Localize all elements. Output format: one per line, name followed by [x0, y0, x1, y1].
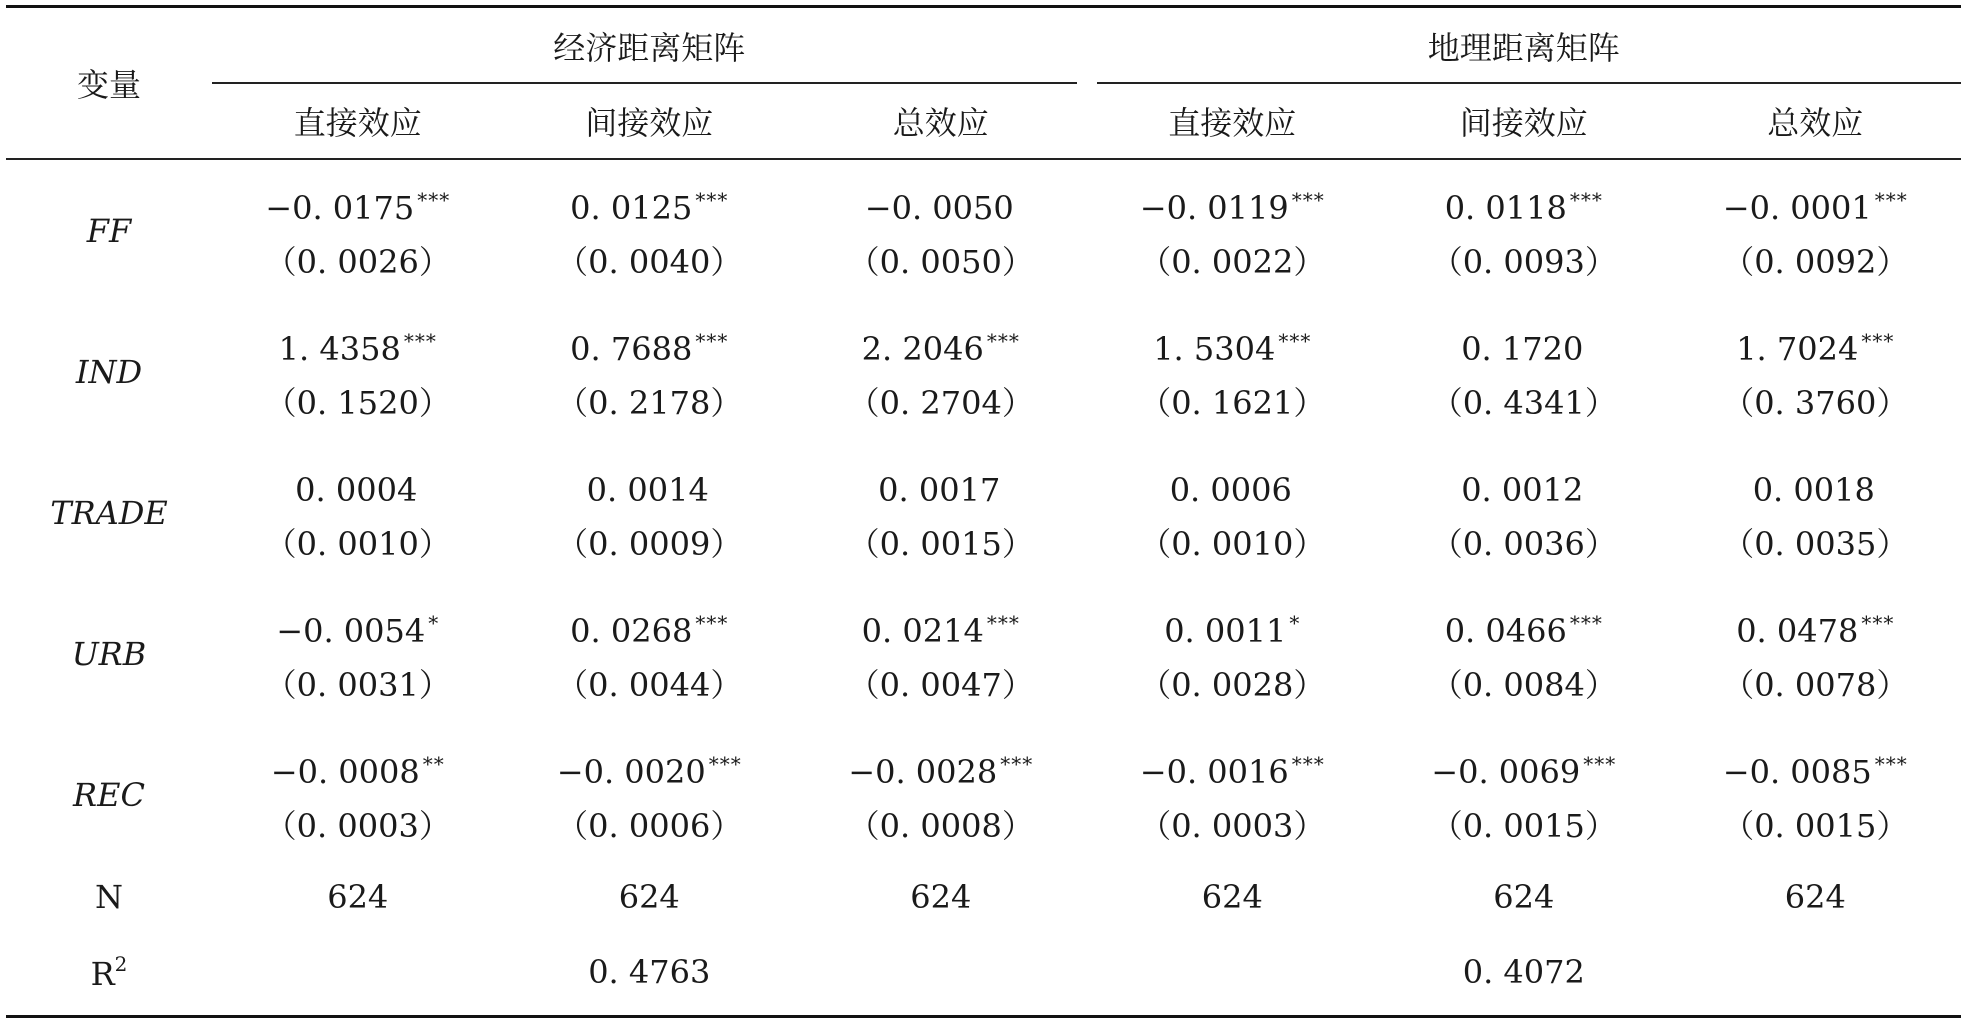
coefficient-block	[265, 737, 451, 853]
coefficient-block	[1139, 314, 1325, 430]
coefficient-value: −0. 0020	[556, 752, 706, 791]
significance-stars: ***	[403, 328, 437, 353]
coefficient-block	[1722, 596, 1908, 712]
coefficient-value: 0. 0017	[878, 470, 1001, 509]
coefficient-line	[1431, 455, 1617, 517]
r2-value-economic: 0. 4763	[212, 929, 1087, 1017]
coefficient-cell	[504, 583, 796, 724]
coefficient-line	[265, 455, 451, 517]
coefficient-value: 0. 0014	[586, 470, 709, 509]
coefficient-line	[265, 314, 451, 376]
row-label-n: N	[95, 878, 123, 916]
standard-error: （0. 0003）	[1139, 806, 1326, 845]
coefficient-line	[1139, 314, 1325, 376]
coefficient-cell	[1670, 724, 1962, 865]
coefficient-line	[265, 596, 451, 658]
coefficient-line	[848, 455, 1034, 517]
significance-stars: ***	[1291, 751, 1325, 776]
standard-error: （0. 0010）	[1139, 524, 1326, 563]
coefficient-cell	[212, 583, 504, 724]
table-row	[6, 442, 1961, 583]
coefficient-value: 0. 0018	[1752, 470, 1875, 509]
coefficient-cell	[1670, 301, 1962, 442]
standard-error: （0. 0010）	[264, 524, 451, 563]
coefficient-block	[1722, 737, 1908, 853]
significance-stars: ***	[1861, 328, 1895, 353]
coefficient-value: 1. 7024	[1736, 329, 1859, 368]
significance-stars: *	[1289, 610, 1301, 635]
standard-error: （0. 2178）	[556, 383, 743, 422]
coefficient-line	[1722, 596, 1908, 658]
significance-stars: ***	[1861, 610, 1895, 635]
coefficient-cell	[1378, 724, 1670, 865]
coefficient-value: −0. 0028	[848, 752, 998, 791]
coefficient-block	[265, 314, 451, 430]
coefficient-value: 0. 0268	[570, 611, 693, 650]
r2-label-text: R	[90, 954, 115, 993]
standard-error: （0. 0022）	[1139, 242, 1326, 281]
coefficient-cell	[1087, 442, 1379, 583]
coefficient-value: 1. 5304	[1153, 329, 1276, 368]
coefficient-cell	[504, 724, 796, 865]
row-label-variable: URB	[71, 634, 147, 673]
coefficient-block	[1431, 314, 1617, 430]
subheader-geo-direct: 直接效应	[1087, 84, 1379, 159]
coefficient-block	[1139, 173, 1325, 289]
coefficient-cell	[1087, 724, 1379, 865]
coefficient-value: −0. 0016	[1139, 752, 1289, 791]
standard-error: （0. 0035）	[1722, 524, 1909, 563]
significance-stars: ***	[1000, 751, 1034, 776]
row-label-variable: TRADE	[50, 493, 168, 532]
standard-error: （0. 0009）	[556, 524, 743, 563]
significance-stars: ***	[695, 610, 729, 635]
table-row-n	[6, 865, 1961, 929]
coefficient-value: 0. 0214	[861, 611, 984, 650]
coefficient-cell	[212, 724, 504, 865]
coefficient-cell	[212, 442, 504, 583]
coefficient-cell	[1670, 583, 1962, 724]
coefficient-cell	[1087, 159, 1379, 301]
standard-error: （0. 0015）	[847, 524, 1034, 563]
coefficient-line	[1722, 173, 1908, 235]
significance-stars: ***	[1874, 751, 1908, 776]
standard-error: （0. 0044）	[556, 665, 743, 704]
coefficient-block	[848, 596, 1034, 712]
coefficient-block	[556, 173, 742, 289]
row-label-variable: IND	[75, 352, 143, 391]
coefficient-block	[1722, 173, 1908, 289]
coefficient-cell	[504, 442, 796, 583]
coefficient-block	[1431, 173, 1617, 289]
significance-stars: **	[422, 751, 445, 776]
coefficient-line	[265, 173, 451, 235]
variable-header: 变量	[6, 7, 212, 160]
table-row-r2	[6, 929, 1961, 1017]
coefficient-block	[1722, 455, 1908, 571]
coefficient-value: 0. 7688	[570, 329, 693, 368]
coefficient-cell	[795, 301, 1087, 442]
coefficient-cell	[795, 442, 1087, 583]
row-label-variable: FF	[86, 211, 132, 250]
coefficient-line	[1139, 455, 1325, 517]
coefficient-line	[1722, 455, 1908, 517]
significance-stars: *	[428, 610, 440, 635]
coefficient-block	[1431, 596, 1617, 712]
subheader-econ-direct: 直接效应	[212, 84, 504, 159]
coefficient-line	[848, 314, 1034, 376]
standard-error: （0. 1621）	[1139, 383, 1326, 422]
group-header-economic-label: 经济距离矩阵	[553, 29, 746, 67]
group-underline-economic	[212, 82, 1077, 84]
coefficient-line	[848, 737, 1034, 799]
coefficient-block	[848, 173, 1034, 289]
significance-stars: ***	[1291, 187, 1325, 212]
coefficient-block	[1139, 455, 1325, 571]
significance-stars: ***	[1569, 187, 1603, 212]
coefficient-value: 0. 1720	[1461, 329, 1584, 368]
n-value: 624	[327, 878, 389, 916]
standard-error: （0. 0040）	[556, 242, 743, 281]
coefficient-cell	[504, 301, 796, 442]
coefficient-block	[1139, 596, 1325, 712]
coefficient-block	[265, 455, 451, 571]
coefficient-cell	[1087, 583, 1379, 724]
coefficient-cell	[1670, 442, 1962, 583]
standard-error: （0. 2704）	[847, 383, 1034, 422]
coefficient-block	[556, 314, 742, 430]
significance-stars: ***	[986, 328, 1020, 353]
coefficient-value: 0. 0118	[1444, 188, 1567, 227]
coefficient-line	[1722, 314, 1908, 376]
r2-value-geographic: 0. 4072	[1087, 929, 1962, 1017]
coefficient-value: −0. 0175	[265, 188, 415, 227]
standard-error: （0. 0084）	[1430, 665, 1617, 704]
coefficient-block	[556, 737, 742, 853]
coefficient-cell	[1378, 159, 1670, 301]
standard-error: （0. 0015）	[1430, 806, 1617, 845]
coefficient-value: 0. 0011	[1164, 611, 1287, 650]
significance-stars: ***	[708, 751, 742, 776]
r2-label-superscript: 2	[114, 951, 128, 976]
coefficient-line	[1139, 173, 1325, 235]
coefficient-cell	[212, 159, 504, 301]
standard-error: （0. 0078）	[1722, 665, 1909, 704]
n-value: 624	[1493, 878, 1555, 916]
table-row	[6, 583, 1961, 724]
coefficient-value: 0. 0004	[295, 470, 418, 509]
coefficient-value: 0. 0125	[570, 188, 693, 227]
standard-error: （0. 3760）	[1722, 383, 1909, 422]
coefficient-block	[848, 737, 1034, 853]
significance-stars: ***	[1569, 610, 1603, 635]
significance-stars: ***	[986, 610, 1020, 635]
standard-error: （0. 0050）	[847, 242, 1034, 281]
subheader-geo-indirect: 间接效应	[1378, 84, 1670, 159]
coefficient-block	[265, 596, 451, 712]
group-header-economic	[212, 7, 1087, 85]
coefficient-block	[1431, 455, 1617, 571]
table-row	[6, 159, 1961, 301]
coefficient-value: −0. 0001	[1722, 188, 1872, 227]
coefficient-cell	[1087, 301, 1379, 442]
standard-error: （0. 0093）	[1430, 242, 1617, 281]
coefficient-line	[1431, 737, 1617, 799]
coefficient-block	[1722, 314, 1908, 430]
coefficient-value: 0. 0478	[1736, 611, 1859, 650]
coefficient-cell	[1670, 159, 1962, 301]
coefficient-cell	[212, 301, 504, 442]
significance-stars: ***	[417, 187, 451, 212]
coefficient-line	[556, 455, 742, 517]
row-label-variable: REC	[73, 775, 145, 814]
table-row	[6, 301, 1961, 442]
group-underline-geographic	[1097, 82, 1962, 84]
coefficient-line	[1431, 173, 1617, 235]
table-row	[6, 724, 1961, 865]
significance-stars: ***	[1874, 187, 1908, 212]
standard-error: （0. 0047）	[847, 665, 1034, 704]
group-header-geographic	[1087, 7, 1962, 85]
standard-error: （0. 0008）	[847, 806, 1034, 845]
n-value: 624	[618, 878, 680, 916]
coefficient-line	[556, 737, 742, 799]
coefficient-line	[1139, 596, 1325, 658]
coefficient-line	[848, 596, 1034, 658]
coefficient-line	[1139, 737, 1325, 799]
coefficient-cell	[1378, 442, 1670, 583]
coefficient-line	[265, 737, 451, 799]
coefficient-value: 0. 0012	[1461, 470, 1584, 509]
n-value: 624	[1784, 878, 1846, 916]
standard-error: （0. 0003）	[264, 806, 451, 845]
group-header-geographic-label: 地理距离矩阵	[1427, 29, 1620, 67]
standard-error: （0. 0031）	[264, 665, 451, 704]
coefficient-value: −0. 0054	[276, 611, 426, 650]
subheader-econ-indirect: 间接效应	[504, 84, 796, 159]
coefficient-line	[1431, 314, 1617, 376]
coefficient-value: −0. 0050	[864, 188, 1014, 227]
significance-stars: ***	[1583, 751, 1617, 776]
spatial-effects-table	[6, 5, 1961, 1018]
n-value: 624	[910, 878, 972, 916]
coefficient-value: 0. 0466	[1444, 611, 1567, 650]
significance-stars: ***	[1278, 328, 1312, 353]
subheader-geo-total: 总效应	[1670, 84, 1962, 159]
standard-error: （0. 0028）	[1139, 665, 1326, 704]
coefficient-value: 2. 2046	[861, 329, 984, 368]
coefficient-cell	[795, 159, 1087, 301]
coefficient-block	[265, 173, 451, 289]
coefficient-line	[556, 173, 742, 235]
standard-error: （0. 0036）	[1430, 524, 1617, 563]
coefficient-value: −0. 0085	[1722, 752, 1872, 791]
standard-error: （0. 0092）	[1722, 242, 1909, 281]
coefficient-block	[1139, 737, 1325, 853]
row-label-r2	[6, 929, 212, 1017]
coefficient-line	[1722, 737, 1908, 799]
subheader-econ-total: 总效应	[795, 84, 1087, 159]
coefficient-block	[848, 455, 1034, 571]
coefficient-line	[1431, 596, 1617, 658]
coefficient-block	[556, 455, 742, 571]
coefficient-block	[848, 314, 1034, 430]
coefficient-block	[556, 596, 742, 712]
coefficient-value: −0. 0008	[270, 752, 420, 791]
standard-error: （0. 4341）	[1430, 383, 1617, 422]
standard-error: （0. 0015）	[1722, 806, 1909, 845]
n-value: 624	[1201, 878, 1263, 916]
coefficient-value: −0. 0069	[1431, 752, 1581, 791]
coefficient-line	[556, 596, 742, 658]
coefficient-line	[556, 314, 742, 376]
standard-error: （0. 1520）	[264, 383, 451, 422]
standard-error: （0. 0026）	[264, 242, 451, 281]
coefficient-value: 1. 4358	[278, 329, 401, 368]
coefficient-line	[848, 173, 1034, 235]
coefficient-cell	[1378, 583, 1670, 724]
significance-stars: ***	[695, 187, 729, 212]
coefficient-cell	[1378, 301, 1670, 442]
coefficient-block	[1431, 737, 1617, 853]
coefficient-cell	[795, 724, 1087, 865]
coefficient-cell	[795, 583, 1087, 724]
coefficient-value: 0. 0006	[1169, 470, 1292, 509]
coefficient-value: −0. 0119	[1139, 188, 1289, 227]
coefficient-cell	[504, 159, 796, 301]
standard-error: （0. 0006）	[556, 806, 743, 845]
significance-stars: ***	[695, 328, 729, 353]
